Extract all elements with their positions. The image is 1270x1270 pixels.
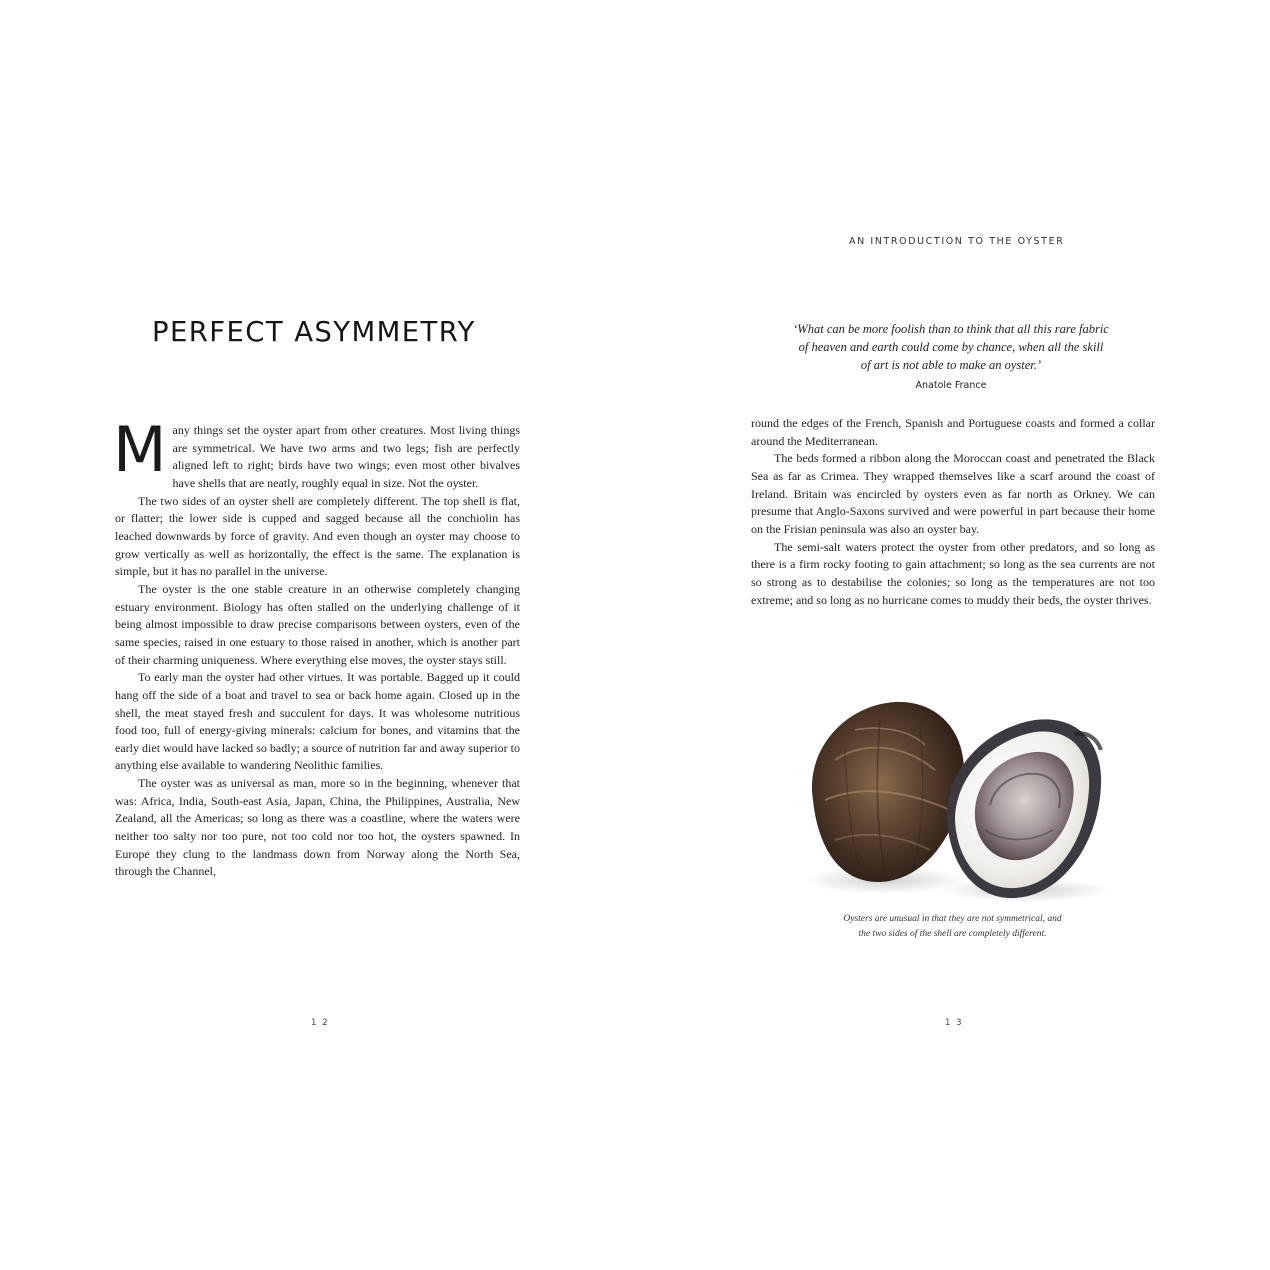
caption-line: the two sides of the shell are completely different. (858, 929, 1047, 939)
body-paragraph: The beds formed a ribbon along the Moroccan coast and penetrated the Black Sea as far as Crimea. They wrapped themselves like a scarf around the coast of Ireland. Britain was encircled by oysters even as far north as Orkney. We can presume that Anglo-Saxons survived and were powerful in part because their home on the Frisian peninsula was also an oyster bay. (751, 451, 1155, 536)
photo-caption (805, 912, 1100, 942)
first-paragraph (113, 413, 520, 493)
oyster-illustration (785, 690, 1115, 905)
body-paragraph: The oyster was as universal as man, more so in the beginning, whenever that was: Africa, India, South-east Asia, Japan, China, the Philippines, Australia, New Zealand, all the Americas; so long as there was a coastline, where the waters were neither too salty nor too pure, not too cold nor too hot, the oysters spawned. In Europe they clung to the landmass down from Norway along the North Sea, through the Channel, (115, 776, 520, 879)
running-head: AN INTRODUCTION TO THE OYSTER (849, 236, 1065, 247)
drop-cap: M (113, 413, 167, 486)
epigraph-author: Anatole France (915, 380, 987, 391)
epigraph-line: of heaven and earth could come by chance, when all the skill (798, 340, 1104, 354)
page-number-left: 1 2 (311, 1018, 330, 1028)
body-paragraph: To early man the oyster had other virtues. It was portable. Bagged up it could hang off the side of a boat and travel to sea or back home again. Closed up in the shell, the meat stayed fresh and succulent for days. It was wholesome nutritious food too, full of energy-giving minerals: calcium for bones, and vitamins that the early diet would have lacked so badly; a source of nutrition far and away superior to anything else available to wandering Neolithic families. (115, 670, 520, 773)
oyster-photo (785, 690, 1115, 905)
first-paragraph-text: any things set the oyster apart from other creatures. Most living things are symmetrical. We have two arms and two legs; fish are perfectly aligned left to right; birds have two wings; even most other bivalves have shells that are neatly, roughly equal in size. Not the oyster. (172, 423, 520, 490)
caption-line: Oysters are unusual in that they are not symmetrical, and (843, 914, 1062, 924)
epigraph-quote (765, 320, 1137, 374)
chapter-title: PERFECT ASYMMETRY (152, 316, 476, 348)
continuation-paragraph: round the edges of the French, Spanish and Portuguese coasts and formed a collar around the Mediterranean. (751, 416, 1155, 448)
closed-shell (812, 702, 964, 882)
body-paragraph: The semi-salt waters protect the oyster from other predators, and so long as there is a firm rocky footing to gain attachment; so long as the sea currents are not so strong as to destabilise the colonies; so long as the temperatures are not too extreme; and so long as no hurricane comes to muddy their beds, the oyster thrives. (751, 539, 1155, 607)
left-body-text (113, 413, 520, 881)
epigraph (765, 320, 1137, 391)
epigraph-line: ‘What can be more foolish than to think that all this rare fabric (793, 322, 1109, 336)
epigraph-line: of art is not able to make an oyster.’ (860, 358, 1042, 372)
right-body-text (751, 415, 1155, 609)
open-shell (947, 719, 1101, 898)
body-paragraph: The two sides of an oyster shell are completely different. The top shell is flat, or flatter; the lower side is cupped and sagged because all the conchiolin has leached downwards by force of gravity. And even though an oyster may choose to grow vertically as well as horizontally, the effect is the same. The explanation is simple, but it has no parallel in the universe. (115, 493, 520, 579)
body-paragraph: The oyster is the one stable creature in an otherwise completely changing estuary environment. Biology has often stalled on the underlying challenge of it being almost impossible to draw precise comparisons between oysters, even of the same species, raised in one estuary to those raised in another, which is another part of their charming uniqueness. Where everything else moves, the oyster stays still. (115, 581, 520, 667)
page-number-right: 1 3 (945, 1018, 964, 1028)
right-page (635, 0, 1270, 1270)
